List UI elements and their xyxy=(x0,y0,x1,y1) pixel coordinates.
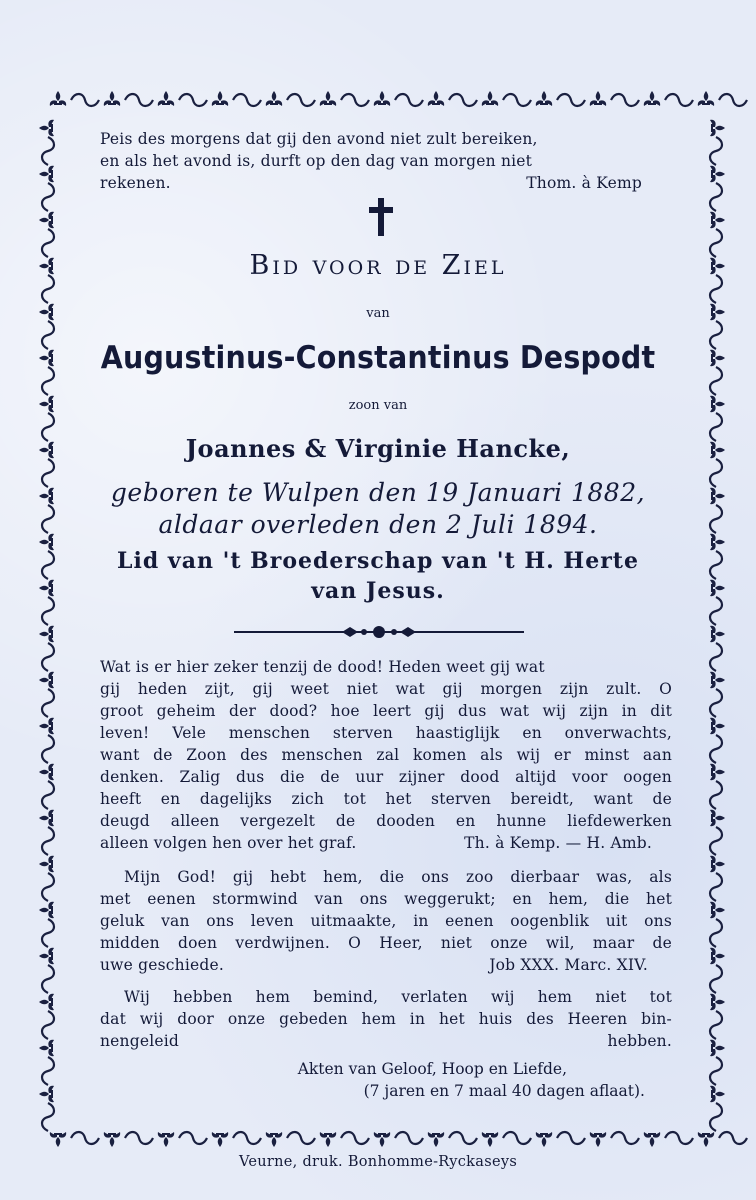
indulgence-line: (7 jaren en 7 maal 40 dagen aflaat). xyxy=(363,1082,645,1100)
scroll-ornament xyxy=(233,1132,261,1144)
membership-line-1: Lid van 't Broederschap van 't H. Herte xyxy=(117,548,639,574)
fleur-de-lis-ornament xyxy=(39,948,54,964)
fleur-de-lis-ornament xyxy=(644,1132,660,1147)
fleur-de-lis-ornament xyxy=(698,91,714,106)
scroll-ornament xyxy=(710,735,722,763)
scroll-ornament xyxy=(42,781,54,809)
death-line: aldaar overleden den 2 Juli 1894. xyxy=(158,510,598,539)
text-line-inner xyxy=(100,656,672,678)
fleur-de-lis-ornament xyxy=(710,948,725,964)
scroll-ornament xyxy=(42,873,54,901)
text-span: denken. Zalig dus die de uur zijner dood altijd voor oogen xyxy=(100,768,672,786)
scroll-ornament xyxy=(287,94,315,106)
scroll-ornament xyxy=(179,1132,207,1144)
text-span: geluk van ons leven uitmaakte, in eenen oogenblik uit ons xyxy=(100,912,672,930)
text-span: Wat is er hier zeker tenzij de dood! Heden weet gij wat xyxy=(100,658,545,676)
text-line xyxy=(100,700,672,722)
scroll-ornament xyxy=(42,1011,54,1039)
scroll-ornament xyxy=(557,94,585,106)
acts-line: Akten van Geloof, Hoop en Liefde, xyxy=(297,1060,567,1078)
fleur-de-lis-ornament xyxy=(698,1132,714,1147)
latin-cross-icon xyxy=(368,198,394,236)
fleur-de-lis-ornament xyxy=(710,1040,725,1056)
scroll-ornament xyxy=(611,1132,639,1144)
van-label: van xyxy=(366,306,390,321)
son-of-label: zoon van xyxy=(348,398,408,413)
scroll-ornament xyxy=(665,1132,693,1144)
quote-line: rekenen. xyxy=(100,174,171,192)
quote-line: en als het avond is, durft op den dag van morgen niet xyxy=(100,152,533,170)
fleur-de-lis-ornament xyxy=(710,994,725,1010)
fleur-de-lis-ornament xyxy=(710,120,725,136)
fleur-de-lis-ornament xyxy=(39,672,54,688)
scroll-ornament xyxy=(665,94,693,106)
scroll-ornament xyxy=(710,1011,722,1039)
fleur-de-lis-ornament xyxy=(212,91,228,106)
text-line xyxy=(100,954,672,976)
quote-source: Thom. à Kemp xyxy=(526,174,642,192)
scroll-ornament xyxy=(557,1132,585,1144)
membership-line-2: van Jesus. xyxy=(311,578,445,604)
fleur-de-lis-ornament xyxy=(710,718,725,734)
text-line xyxy=(100,1008,672,1030)
text-line xyxy=(100,744,672,766)
scroll-ornament xyxy=(719,94,747,106)
fleur-de-lis-ornament xyxy=(710,166,725,182)
text-span: Wij hebben hem bemind, verlaten wij hem niet tot xyxy=(124,988,672,1006)
page-title: Bid voor de Ziel xyxy=(249,250,507,281)
fleur-de-lis-ornament xyxy=(266,1132,282,1147)
paragraph-meditation xyxy=(100,656,672,854)
fleur-de-lis-ornament xyxy=(374,91,390,106)
fleur-de-lis-ornament xyxy=(320,91,336,106)
fleur-de-lis-ornament xyxy=(104,91,120,106)
text-span: nengeleid hebben. xyxy=(100,1032,672,1050)
text-line xyxy=(100,722,672,744)
text-span: want de Zoon des menschen zal komen als wij er minst aan xyxy=(100,746,672,764)
scroll-ornament xyxy=(287,1132,315,1144)
text-span: met eenen stormwind van ons weggerukt; en hem, die het xyxy=(100,890,672,908)
fleur-de-lis-ornament xyxy=(39,764,54,780)
fleur-de-lis-ornament xyxy=(266,91,282,106)
fleur-de-lis-ornament xyxy=(50,91,66,106)
parents-names: Joannes & Virginie Hancke, xyxy=(185,434,571,463)
text-span: midden doen verdwijnen. O Heer, niet onze wil, maar de xyxy=(100,934,672,952)
fleur-de-lis-ornament xyxy=(39,626,54,642)
opening-quote xyxy=(100,128,672,194)
scroll-ornament xyxy=(710,919,722,947)
scroll-ornament xyxy=(42,735,54,763)
text-line xyxy=(100,866,672,888)
text-line xyxy=(100,932,672,954)
text-line xyxy=(100,766,672,788)
text-span: groot geheim der dood? hoe leert gij dus wat wij zijn in dit xyxy=(100,702,672,720)
fleur-de-lis-ornament xyxy=(590,91,606,106)
text-line xyxy=(100,910,672,932)
scroll-ornament xyxy=(611,94,639,106)
quote-line: Peis des morgens dat gij den avond niet zult bereiken, xyxy=(100,130,538,148)
scroll-ornament xyxy=(503,94,531,106)
scroll-ornament xyxy=(503,1132,531,1144)
birth-line: geboren te Wulpen den 19 Januari 1882, xyxy=(110,478,646,507)
fleur-de-lis-ornament xyxy=(39,166,54,182)
text-line xyxy=(100,656,672,678)
scroll-ornament xyxy=(42,689,54,717)
fleur-de-lis-ornament xyxy=(710,212,725,228)
scroll-ornament xyxy=(710,827,722,855)
scroll-ornament xyxy=(341,94,369,106)
fleur-de-lis-ornament xyxy=(428,1132,444,1147)
scroll-ornament xyxy=(125,1132,153,1144)
deceased-name: Augustinus-Constantinus Despodt xyxy=(100,340,656,376)
fleur-de-lis-ornament xyxy=(39,902,54,918)
indulgence-note xyxy=(100,1058,645,1102)
fleur-de-lis-ornament xyxy=(482,1132,498,1147)
fleur-de-lis-ornament xyxy=(39,212,54,228)
scroll-ornament xyxy=(710,1057,722,1085)
fleur-de-lis-ornament xyxy=(39,856,54,872)
scroll-ornament xyxy=(710,1103,722,1131)
scroll-ornament xyxy=(395,1132,423,1144)
text-span: leven! Vele menschen sterven haastiglijk en onverwachts, xyxy=(100,724,672,742)
fleur-de-lis-ornament xyxy=(212,1132,228,1147)
scroll-ornament xyxy=(42,1057,54,1085)
fleur-de-lis-ornament xyxy=(710,626,725,642)
fleur-de-lis-ornament xyxy=(39,1040,54,1056)
scroll-ornament xyxy=(125,94,153,106)
text-line xyxy=(100,810,672,832)
paragraph-prayer xyxy=(100,866,672,976)
scroll-ornament xyxy=(710,689,722,717)
printer-imprint: Veurne, druk. Bonhomme-Ryckaseys xyxy=(238,1154,518,1170)
fleur-de-lis-ornament xyxy=(710,902,725,918)
scroll-ornament xyxy=(179,94,207,106)
fleur-de-lis-ornament xyxy=(710,672,725,688)
fleur-de-lis-ornament xyxy=(320,1132,336,1147)
scroll-ornament xyxy=(710,183,722,211)
paragraph-remembrance xyxy=(100,986,672,1052)
fleur-de-lis-ornament xyxy=(39,120,54,136)
scroll-ornament xyxy=(449,1132,477,1144)
citation: Th. à Kemp. — H. Amb. xyxy=(464,834,652,852)
fleur-de-lis-ornament xyxy=(104,1132,120,1147)
fleur-de-lis-ornament xyxy=(158,1132,174,1147)
text-line xyxy=(100,888,672,910)
fleur-de-lis-ornament xyxy=(710,856,725,872)
scroll-ornament xyxy=(710,643,722,671)
citation: Job XXX. Marc. XIV. xyxy=(489,956,648,974)
scroll-ornament xyxy=(42,137,54,165)
fleur-de-lis-ornament xyxy=(50,1132,66,1147)
fleur-de-lis-ornament xyxy=(39,1086,54,1102)
fleur-de-lis-ornament xyxy=(644,91,660,106)
text-line xyxy=(100,1030,672,1052)
scroll-ornament xyxy=(42,643,54,671)
fleur-de-lis-ornament xyxy=(536,1132,552,1147)
fleur-de-lis-ornament xyxy=(374,1132,390,1147)
text-span: gij heden zijt, gij weet niet wat gij morgen zijn zult. O xyxy=(100,680,672,698)
text-span: uwe geschiede. xyxy=(100,956,225,974)
scroll-ornament xyxy=(341,1132,369,1144)
scroll-ornament xyxy=(395,94,423,106)
text-line xyxy=(100,788,672,810)
text-line xyxy=(100,832,672,854)
scroll-ornament xyxy=(449,94,477,106)
fleur-de-lis-ornament xyxy=(710,764,725,780)
text-span: dat wij door onze gebeden hem in het huis des Heeren bin- xyxy=(100,1010,672,1028)
scroll-ornament xyxy=(42,827,54,855)
scroll-ornament xyxy=(42,919,54,947)
scroll-ornament xyxy=(710,781,722,809)
text-span: alleen volgen hen over het graf. xyxy=(100,834,357,852)
fleur-de-lis-ornament xyxy=(158,91,174,106)
text-span: Mijn God! gij hebt hem, die ons zoo dierbaar was, als xyxy=(124,868,672,886)
scroll-ornament xyxy=(710,965,722,993)
scroll-ornament xyxy=(42,183,54,211)
scroll-ornament xyxy=(710,137,722,165)
text-span: deugd alleen vergezelt de dooden en hunne liefdewerken xyxy=(100,812,672,830)
scroll-ornament xyxy=(71,94,99,106)
fleur-de-lis-ornament xyxy=(428,91,444,106)
scroll-ornament xyxy=(42,1103,54,1131)
scroll-ornament xyxy=(71,1132,99,1144)
scroll-ornament xyxy=(42,965,54,993)
ornamental-divider xyxy=(234,622,524,642)
scroll-ornament xyxy=(710,873,722,901)
fleur-de-lis-ornament xyxy=(39,994,54,1010)
fleur-de-lis-ornament xyxy=(536,91,552,106)
text-line xyxy=(100,678,672,700)
text-line xyxy=(100,986,672,1008)
fleur-de-lis-ornament xyxy=(39,810,54,826)
fleur-de-lis-ornament xyxy=(482,91,498,106)
fleur-de-lis-ornament xyxy=(710,1086,725,1102)
fleur-de-lis-ornament xyxy=(39,718,54,734)
fleur-de-lis-ornament xyxy=(710,810,725,826)
text-span: heeft en dagelijks zich tot het sterven bereidt, want de xyxy=(100,790,672,808)
scroll-ornament xyxy=(719,1132,747,1144)
fleur-de-lis-ornament xyxy=(590,1132,606,1147)
scroll-ornament xyxy=(233,94,261,106)
